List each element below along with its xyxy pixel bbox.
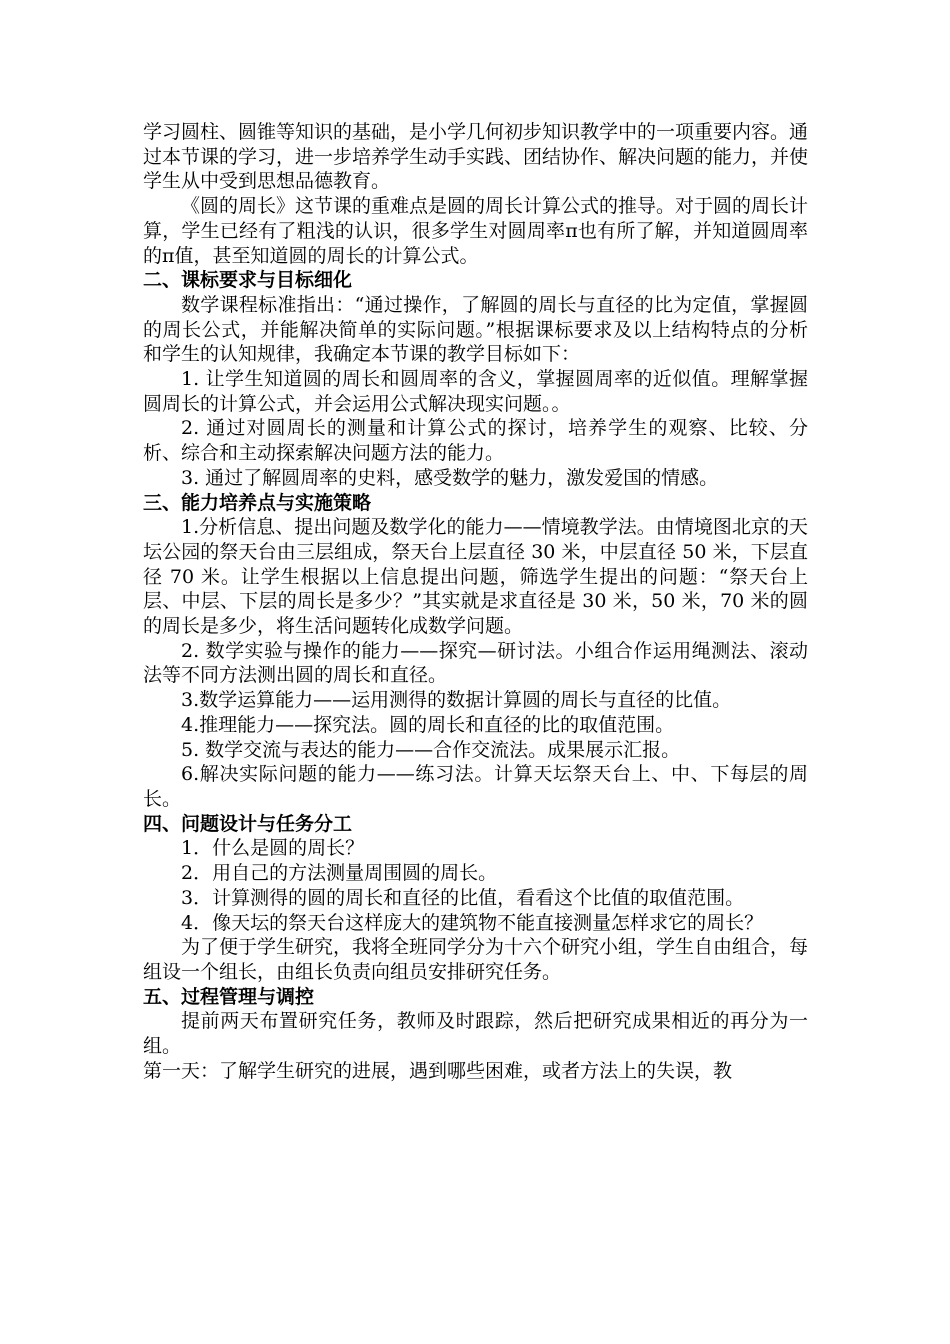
paragraph: 第一天：了解学生研究的进展，遇到哪些困难，或者方法上的失误，教 [143,1059,733,1082]
section-heading: 三、能力培养点与实施策略 [143,491,372,514]
paragraph: 6.解决实际问题的能力——练习法。计算天坛祭天台上、中、下每层的周长。 [143,763,808,810]
section-heading: 五、过程管理与调控 [143,985,315,1008]
document-body [143,120,808,1083]
paragraph: 为了便于学生研究，我将全班同学分为十六个研究小组，学生自由组合，每组设一个组长，由组长负责向组员安排研究任务。 [143,936,809,983]
paragraph: 1. 让学生知道圆的周长和圆周率的含义，掌握圆周率的近似值。理解掌握圆周长的计算公式，并会运用公式解决现实问题。。 [143,368,808,415]
paragraph: 1.分析信息、提出问题及数学化的能力——情境教学法。由情境图北京的天坛公园的祭天台由三层组成，祭天台上层直径 30 米，中层直径 50 米，下层直径 70 米。让学生根据以上信息提出问题，筛选学生提出的问题：“祭天台上层、中层、下层的周长是多少？”其实就是求直径是 30 米，50 米，70 米的圆的周长是多少，将生活问题转化成数学问题。 [143,516,808,638]
paragraph: 2. 通过对圆周长的测量和计算公式的探讨，培养学生的观察、比较、分析、综合和主动探索解决问题方法的能力。 [143,417,808,465]
section-heading: 四、问题设计与任务分工 [143,812,353,835]
paragraph: 3．计算测得的圆的周长和直径的比值，看看这个比值的取值范围。 [181,886,745,909]
paragraph: 学习圆柱、圆锥等知识的基础，是小学几何初步知识教学中的一项重要内容。通过本节课的学习，进一步培养学生动手实践、团结协作、解决问题的能力，并使学生从中受到思想品德教育。 [143,121,809,193]
paragraph: 2. 数学实验与操作的能力——探究—研讨法。小组合作运用绳测法、滚动法等不同方法测出圆的周长和直径。 [143,639,808,687]
paragraph: 5. 数学交流与表达的能力——合作交流法。成果展示汇报。 [181,738,681,761]
paragraph: 4．像天坛的祭天台这样庞大的建筑物不能直接测量怎样求它的周长？ [181,911,764,934]
paragraph: 4.推理能力——探究法。圆的周长和直径的比的取值范围。 [181,713,675,736]
paragraph: 3.数学运算能力——运用测得的数据计算圆的周长与直径的比值。 [181,689,732,712]
section-heading: 二、课标要求与目标细化 [143,269,353,292]
paragraph: 1．什么是圆的周长？ [181,837,365,860]
paragraph: 3. 通过了解圆周率的史料，感受数学的魅力，激发爱国的情感。 [181,466,719,489]
paragraph: 2．用自己的方法测量周围圆的周长。 [181,862,498,885]
paragraph: 《圆的周长》这节课的重难点是圆的周长计算公式的推导。对于圆的周长计算，学生已经有了粗浅的认识，很多学生对圆周率π也有所了解，并知道圆周率的π值，甚至知道圆的周长的计算公式。 [143,195,809,267]
paragraph: 提前两天布置研究任务，教师及时跟踪，然后把研究成果相近的再分为一组。 [143,1010,808,1058]
paragraph: 数学课程标准指出：“通过操作，了解圆的周长与直径的比为定值，掌握圆的周长公式，并能解决简单的实际问题。”根据课标要求及以上结构特点的分析和学生的认知规律，我确定本节课的教学目标如下： [143,293,808,366]
